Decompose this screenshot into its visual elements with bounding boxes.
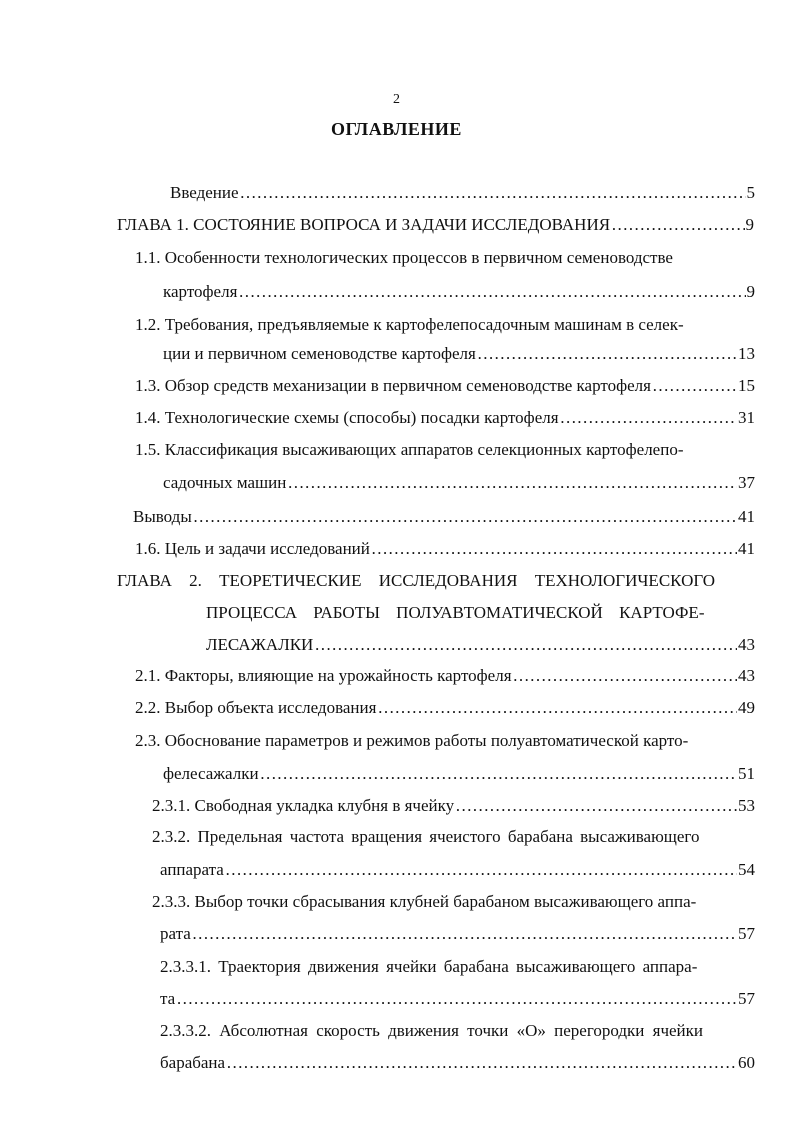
toc-entry-1-1-line2[interactable] (163, 280, 755, 304)
toc-leader (238, 280, 745, 304)
toc-entry-page: 5 (746, 183, 755, 202)
toc-entry-page: 9 (746, 282, 755, 301)
toc-entry-text: ции и первичном семеноводстве картофеля (163, 344, 476, 363)
toc-leader (226, 1051, 737, 1075)
toc-leader (193, 505, 737, 529)
toc-entry-text: рата (160, 924, 191, 943)
toc-entry-page: 15 (738, 376, 755, 395)
toc-entry-chapter-2-line3[interactable] (206, 633, 755, 657)
toc-entry-page: 57 (738, 989, 755, 1008)
toc-leader (477, 342, 737, 366)
toc-entry-page: 43 (738, 666, 755, 685)
toc-entry-2-3-3-line1[interactable] (152, 890, 757, 914)
toc-entry-page: 43 (738, 635, 755, 654)
toc-entry-2-3-line1[interactable] (135, 729, 755, 753)
toc-entry-text: 2.3.1. Свободная укладка клубня в ячейку (152, 796, 455, 815)
toc-entry-1-4[interactable] (135, 406, 755, 430)
toc-entry-page: 31 (738, 408, 755, 427)
toc-entry-text: 1.3. Обзор средств механизации в первичном семеноводстве картофеля (135, 376, 651, 395)
toc-entry-2-3-line2[interactable] (163, 762, 755, 786)
toc-entry-2-3-1[interactable] (152, 794, 755, 818)
toc-entry-2-3-3-1-line1[interactable] (160, 955, 757, 979)
toc-entry-text: Введение (170, 183, 239, 202)
toc-entry-page: 53 (738, 796, 755, 815)
toc-entry-text: садочных машин (163, 473, 287, 492)
toc-entry-1-5-line1[interactable] (135, 438, 755, 462)
toc-entry-2-1[interactable] (135, 664, 755, 688)
toc-entry-text: картофеля (163, 282, 238, 301)
toc-entry-1-3[interactable] (135, 374, 755, 398)
toc-entry-introduction[interactable] (170, 181, 755, 205)
toc-leader (225, 858, 737, 882)
toc-entry-1-5-line2[interactable] (163, 471, 755, 495)
toc-entry-text: 1.2. Требования, предъявляемые к картофелепосадочным машинам в селек- (135, 315, 684, 334)
toc-leader (240, 181, 746, 205)
toc-entry-text: 1.4. Технологические схемы (способы) посадки картофеля (135, 408, 559, 427)
toc-entry-1-2-line2[interactable] (163, 342, 755, 366)
toc-entry-text: 2.3. Обоснование параметров и режимов работы полуавтоматической карто- (135, 731, 689, 750)
toc-leader (377, 696, 737, 720)
toc-entry-2-3-3-2-line1[interactable] (160, 1019, 757, 1043)
toc-entry-text: ГЛАВА 2. ТЕОРЕТИЧЕСКИЕ ИССЛЕДОВАНИЯ ТЕХНОЛОГИЧЕСКОГО (117, 571, 716, 590)
toc-entry-1-1-line1[interactable] (135, 246, 755, 270)
toc-entry-text: барабана (160, 1053, 226, 1072)
toc-entry-text: 2.2. Выбор объекта исследования (135, 698, 377, 717)
toc-entry-text: 2.1. Факторы, влияющие на урожайность картофеля (135, 666, 512, 685)
toc-entry-page: 54 (738, 860, 755, 879)
toc-entry-text: 1.1. Особенности технологических процессов в первичном семеноводстве (135, 248, 673, 267)
toc-entry-page: 57 (738, 924, 755, 943)
toc-leader (611, 213, 744, 237)
toc-entry-page: 41 (738, 507, 755, 526)
toc-entry-2-3-3-1-line2[interactable] (160, 987, 755, 1011)
toc-entry-text: ПРОЦЕССА РАБОТЫ ПОЛУАВТОМАТИЧЕСКОЙ КАРТОФЕ- (206, 603, 705, 622)
toc-entry-text: ГЛАВА 1. СОСТОЯНИЕ ВОПРОСА И ЗАДАЧИ ИССЛЕДОВАНИЯ (117, 215, 611, 234)
toc-entry-page: 49 (738, 698, 755, 717)
toc-entry-1-6[interactable] (135, 537, 755, 561)
page-title: ОГЛАВЛЕНИЕ (331, 119, 462, 139)
toc-entry-page: 37 (738, 473, 755, 492)
page-number: 2 (393, 92, 400, 107)
toc-entry-conclusions[interactable] (133, 505, 755, 529)
toc-leader (560, 406, 737, 430)
toc-leader (314, 633, 737, 657)
toc-entry-page: 51 (738, 764, 755, 783)
toc-leader (371, 537, 737, 561)
toc-entry-page: 60 (738, 1053, 755, 1072)
toc-entry-text: 1.6. Цель и задачи исследований (135, 539, 370, 558)
toc-leader (176, 987, 737, 1011)
toc-leader (652, 374, 737, 398)
toc-entry-chapter-1[interactable] (117, 213, 754, 237)
toc-entry-text: 2.3.3. Выбор точки сбрасывания клубней барабаном высаживающего аппа- (152, 892, 697, 911)
toc-leader (192, 922, 737, 946)
toc-entry-text: 2.3.3.2. Абсолютная скорость движения точки «О» перегородки ячейки (160, 1021, 704, 1040)
toc-entry-2-3-3-line2[interactable] (160, 922, 755, 946)
toc-entry-text: 2.3.2. Предельная частота вращения ячеистого барабана высаживающего (152, 827, 700, 846)
toc-entry-page: 9 (745, 215, 754, 234)
toc-leader (287, 471, 737, 495)
toc-entry-chapter-2-line2[interactable] (206, 601, 757, 625)
toc-entry-page: 41 (738, 539, 755, 558)
toc-leader (260, 762, 737, 786)
toc-entry-chapter-2-line1[interactable] (117, 569, 757, 593)
toc-entry-page: 13 (738, 344, 755, 363)
toc-entry-text: Выводы (133, 507, 192, 526)
toc-entry-text: фелесажалки (163, 764, 259, 783)
toc-entry-text: 1.5. Классификация высаживающих аппаратов селекционных картофелепо- (135, 440, 684, 459)
toc-entry-text: 2.3.3.1. Траектория движения ячейки барабана высаживающего аппара- (160, 957, 698, 976)
toc-entry-text: аппарата (160, 860, 224, 879)
toc-leader (455, 794, 737, 818)
toc-leader (513, 664, 737, 688)
toc-entry-2-3-2-line2[interactable] (160, 858, 755, 882)
toc-entry-text: та (160, 989, 176, 1008)
toc-entry-2-3-3-2-line2[interactable] (160, 1051, 755, 1075)
toc-entry-2-2[interactable] (135, 696, 755, 720)
toc-entry-2-3-2-line1[interactable] (152, 825, 757, 849)
toc-entry-text: ЛЕСАЖАЛКИ (206, 635, 314, 654)
toc-entry-1-2-line1[interactable] (135, 313, 755, 337)
